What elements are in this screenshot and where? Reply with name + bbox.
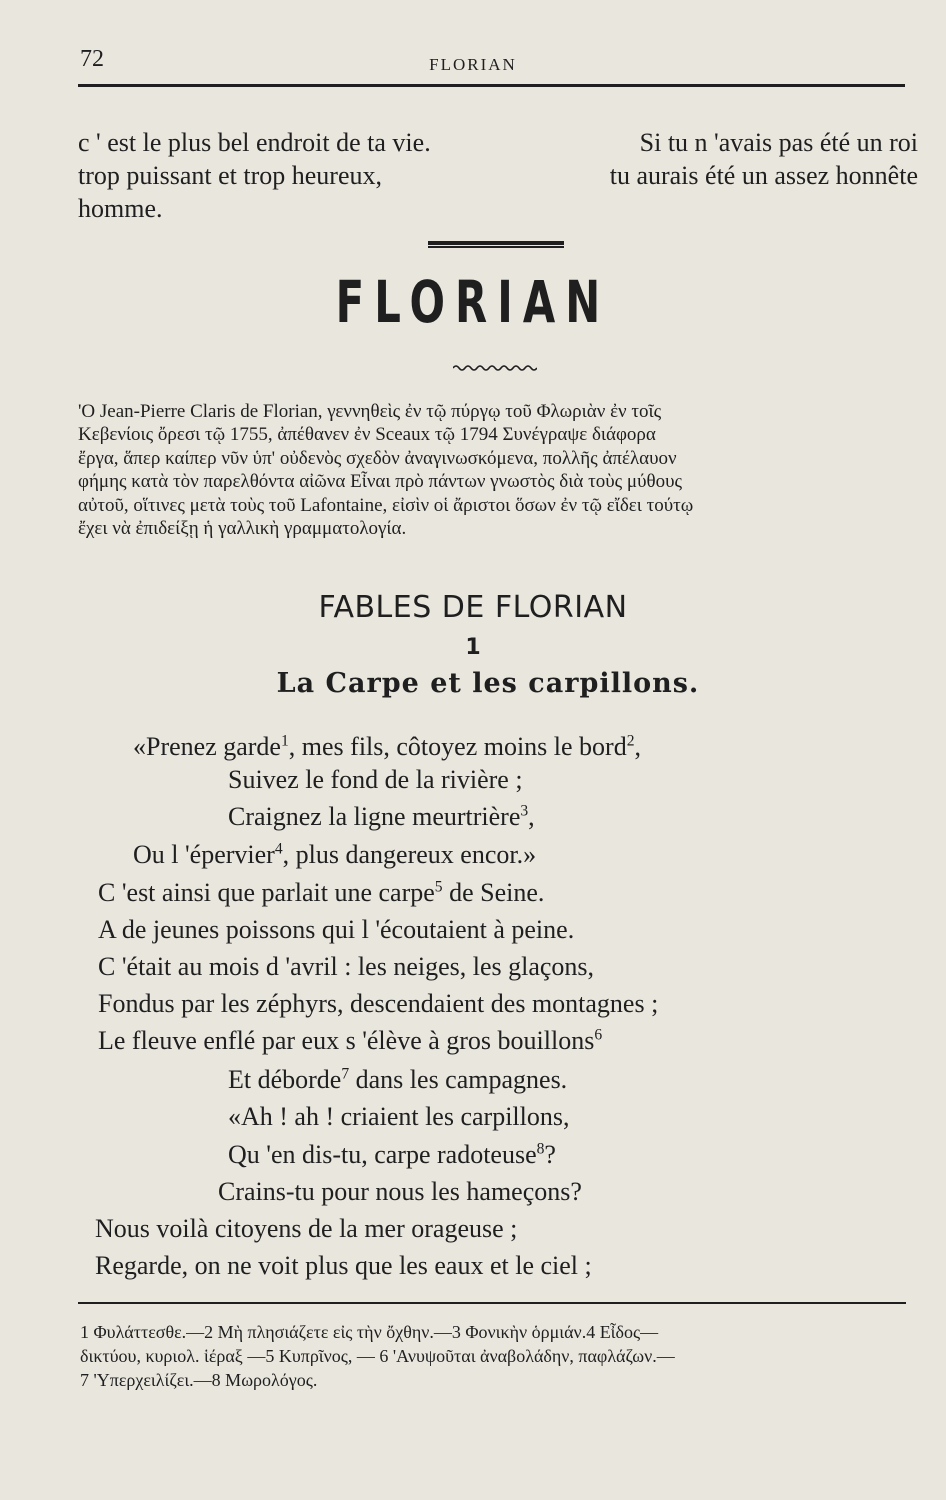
bio-line: Κεβενίοις ὄρεσι τῷ 1755, ἀπέθανεν ἐν Sceaux τῷ 1794 Συνέγραψε διάφορα [78, 424, 656, 446]
verse-line [218, 1177, 582, 1207]
verse-text: Qu 'en dis-tu, carpe radoteuse [228, 1140, 537, 1169]
verse-line [228, 1102, 570, 1132]
footnote-line: 1 Φυλάττεσθε.—2 Μὴ πλησιάζετε εἰς τὴν ὄχθην.—3 Φονικὴν ὁρμιάν.4 Εἶδος— [80, 1322, 659, 1342]
carryover-line-part: trop puissant et trop heureux, [78, 161, 382, 190]
footnote-ref: 4 [274, 840, 283, 858]
verse-text: A de jeunes poissons qui l 'écoutaient à peine. [98, 915, 575, 944]
running-title: FLORIAN [429, 55, 517, 74]
carryover-line: homme. [78, 194, 163, 223]
verse-text: Le fleuve enflé par eux s 'élève à gros bouillons [98, 1026, 595, 1055]
verse-text: «Prenez garde [133, 732, 281, 761]
carryover-line-part: tu aurais été un assez honnête [609, 161, 918, 190]
footnote-ref: 2 [626, 732, 635, 750]
carryover-text [78, 126, 918, 225]
verse-line [98, 878, 544, 908]
verse-text: C 'est ainsi que parlait une carpe [98, 878, 435, 907]
verse-text: , mes fils, côtoyez moins le bord [288, 732, 627, 761]
carryover-line-part: c ' est le plus bel endroit de ta vie. [78, 128, 431, 157]
verse-text: Craignez la ligne meurtrière [228, 802, 521, 831]
header-rule [78, 84, 905, 87]
verse-line [228, 1065, 567, 1095]
verse-text: C 'était au mois d 'avril : les neiges, les glaçons, [98, 952, 595, 981]
footnotes [80, 1320, 906, 1392]
carryover-line [78, 126, 918, 159]
verse-line [98, 952, 594, 982]
verse-text: ? [544, 1140, 556, 1169]
footnote-ref: 6 [594, 1026, 603, 1044]
verse-text: Et déborde [228, 1065, 342, 1094]
verse-text: dans les campagnes. [349, 1065, 568, 1094]
footnote-ref: 5 [434, 878, 443, 896]
verse-line [228, 765, 523, 795]
author-title: FLORIAN [335, 268, 611, 336]
footnote-ref: 1 [280, 732, 289, 750]
verse-line [98, 915, 574, 945]
verse-line [133, 840, 536, 870]
verse-text: Ou l 'épervier [133, 840, 275, 869]
footnote-line: 7 'Υπερχειλίζει.—8 Μωρολόγος. [80, 1370, 318, 1390]
verse-text: , [528, 802, 535, 831]
bio-line: φήμης κατὰ τὸν παρελθόντα αἰῶνα Εἶναι πρὸ πάντων γνωστὸς διὰ τοὺς μύθους [78, 471, 683, 493]
wavy-ornament-icon [453, 364, 537, 372]
footnote-ref: 8 [536, 1140, 545, 1158]
verse-line [98, 989, 658, 1019]
verse-line [228, 802, 535, 832]
footnote-line: δικτύου, κυριολ. ἱέραξ —5 Κυπρῖνος, — 6 'Ανυψοῦται ἀναβολάδην, παφλάζων.— [80, 1346, 675, 1366]
verse-line [133, 732, 641, 762]
title-ornament-rule [428, 241, 564, 248]
verse-line [95, 1251, 592, 1281]
verse-text: , [634, 732, 642, 761]
verse-text: Crains-tu pour nous les hameçons? [218, 1177, 582, 1206]
fable-title: La Carpe et les carpillons. [276, 668, 700, 699]
verse-text: de Seine. [442, 878, 545, 907]
page-number: 72 [80, 46, 104, 72]
verse-line [95, 1214, 517, 1244]
footnote-ref: 3 [520, 802, 529, 820]
bio-line: αὐτοῦ, οἵτινες μετὰ τοὺς τοῦ Lafontaine, εἰσὶν οἱ ἄριστοι ὅσων ἐν τῷ εἴδει τούτῳ [78, 494, 694, 516]
verse-text: Suivez le fond de la rivière ; [228, 765, 523, 794]
bio-line: 'O Jean-Pierre Claris de Florian, γεννηθεὶς ἐν τῷ πύργῳ τοῦ Φλωριὰν ἐν τοῖς [78, 401, 662, 422]
footnote-rule [78, 1302, 906, 1304]
verse-text: «Ah ! ah ! criaient les carpillons, [228, 1102, 570, 1131]
bio-line: ἔχει νὰ ἐπιδείξῃ ἡ γαλλικὴ γραμματολογία. [78, 518, 407, 540]
verse-text: Fondus par les zéphyrs, descendaient des montagnes ; [98, 989, 659, 1018]
bio-line: ἔργα, ἅπερ καίπερ νῦν ὑπ' οὐδενὸς σχεδὸν ἀναγινωσκόμενα, πολλῆς ἀπέλαυον [78, 447, 677, 469]
carryover-line [78, 159, 918, 192]
section-title: FABLES DE FLORIAN [318, 590, 628, 625]
carryover-line-part: Si tu n 'avais pas été un roi [639, 128, 918, 157]
verse-line [228, 1140, 556, 1170]
verse-text: , plus dangereux encor.» [282, 840, 537, 869]
footnote-ref: 7 [341, 1065, 350, 1083]
verse-text: Nous voilà citoyens de la mer orageuse ; [95, 1214, 518, 1243]
fable-number: 1 [465, 635, 481, 660]
verse-text: Regarde, on ne voit plus que les eaux et le ciel ; [95, 1251, 592, 1280]
verse-line [98, 1026, 602, 1056]
author-biography [78, 400, 920, 540]
